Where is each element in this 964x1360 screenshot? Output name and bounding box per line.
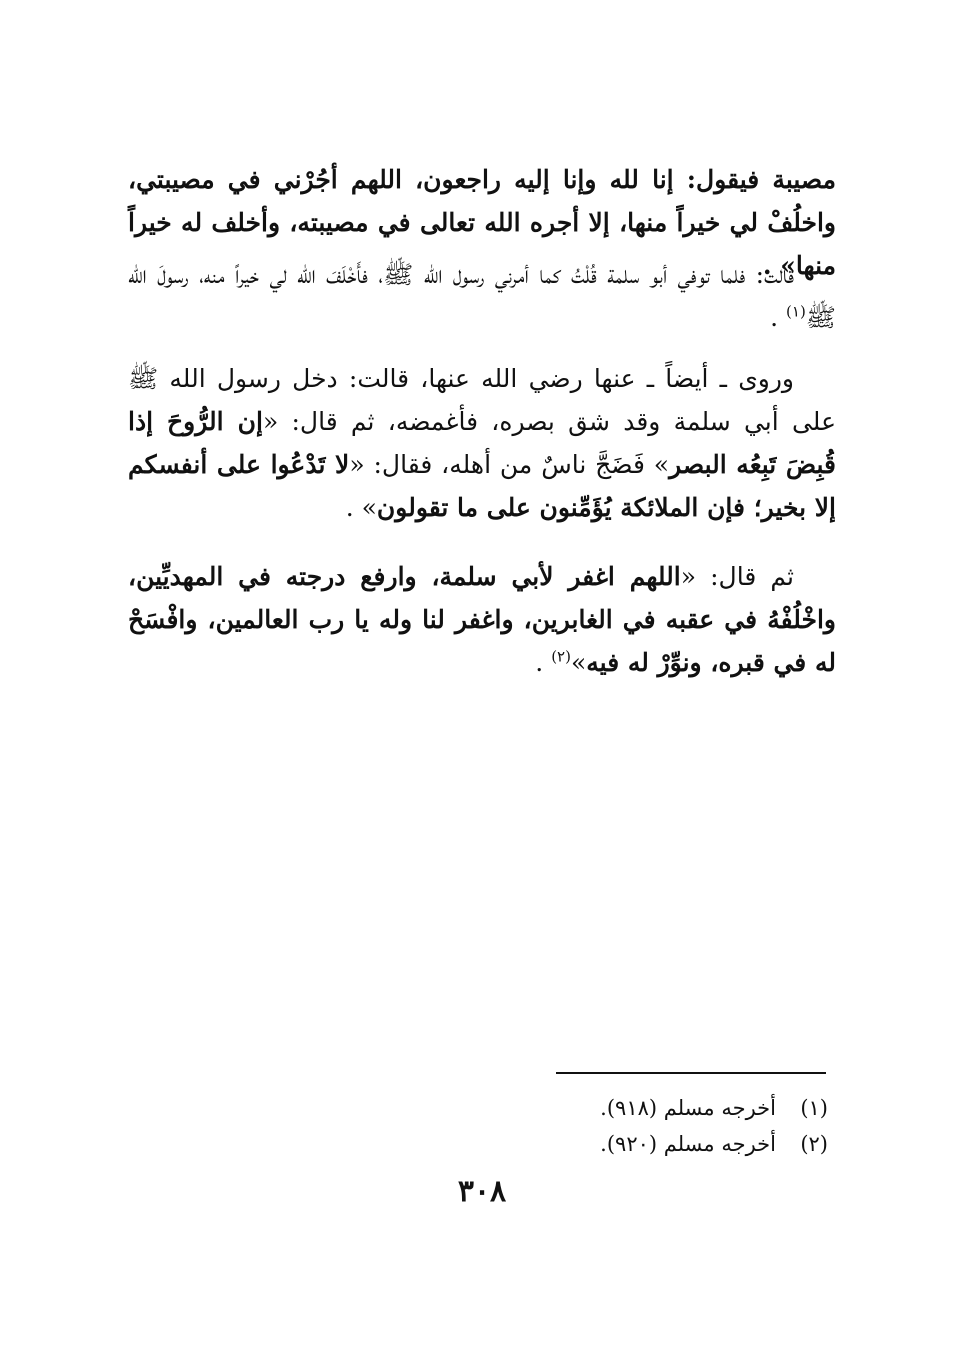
dua-text: اللهم اغفر لأبي سلمة، وارفع درجته في المهديِّين، واخْلُفْهُ في عقبه في الغابرين، واغفر لنا وله يا رب العالمين، وافْسَحْ له في قبره، ونوِّرْ له فيه — [128, 562, 836, 677]
footnote-divider — [556, 1072, 826, 1074]
page-number: ٣٠٨ — [457, 1174, 507, 1209]
dua-intro: ثم قال: « — [680, 562, 794, 591]
footnote-number: (١) — [800, 1096, 828, 1120]
paragraph-text: قالت: فلما توفي أبو سلمة قُلْتُ كما أمرني رسول الله ﷺ، فأَخْلَفَ الله لي خيراً منه، رسولَ الله ﷺ — [128, 260, 836, 332]
footnote-text: أخرجه مسلم (٩١٨). — [600, 1096, 776, 1120]
dua-close-quote: » — [570, 648, 587, 677]
dua-end: . — [535, 648, 552, 677]
footnote-1 — [328, 1090, 828, 1126]
narration-intro: وروى ـ أيضاً ـ عنها رضي الله عنها، قالت: دخل رسول الله ﷺ على أبي سلمة وقد شق بصره، فأغمضه، ثم قال: « — [128, 364, 836, 436]
paragraph-dua — [128, 555, 836, 684]
hadith-quote-supplication: لا تَدْعُوا على أنفسكم إلا بخير؛ فإن الملائكة يُؤَمِّنون على ما تقولون — [128, 450, 836, 522]
footnote-2 — [328, 1126, 828, 1162]
hadith-quote-soul: إن الرُّوحَ إذا قُبِضَ تَبِعُه البصر — [128, 407, 837, 479]
footnote-ref-1[interactable]: (١) — [786, 302, 806, 321]
footnote-ref-2[interactable]: (٢) — [551, 647, 571, 666]
footnote-number: (٢) — [800, 1132, 828, 1156]
footnotes-section — [328, 1090, 828, 1162]
paragraph-text: مصيبة فيقول: إنا لله وإنا إليه راجعون، اللهم أجُرْني في مصيبتي، واخلُفْ لي خيراً منها، إلا أجره الله تعالى في مصيبته، وأخلف له خيراً منها» . — [128, 165, 836, 280]
narration-middle: » فَضَجَّ ناسٌ من أهله، فقال: « — [349, 450, 670, 479]
paragraph-umm-salama-account — [128, 253, 836, 339]
paragraph-second-narration — [128, 357, 836, 529]
footnote-text: أخرجه مسلم (٩٢٠). — [600, 1132, 776, 1156]
narration-end: » . — [345, 493, 377, 522]
paragraph-end: . — [770, 303, 787, 332]
